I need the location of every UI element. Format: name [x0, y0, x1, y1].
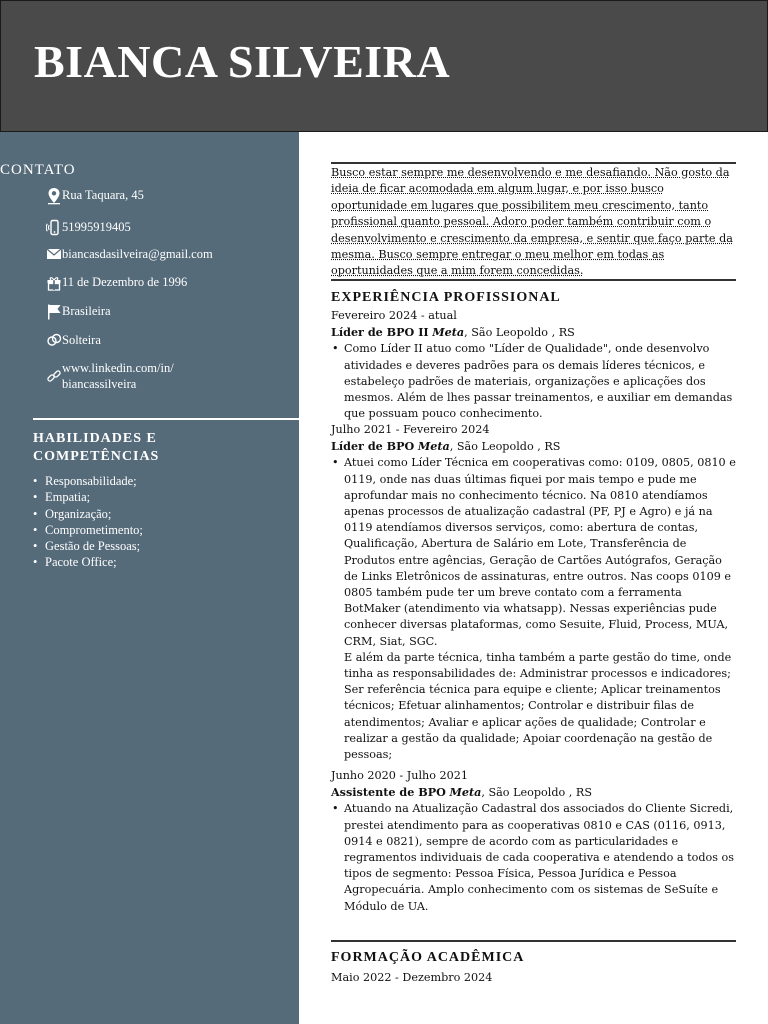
job-entry-1 [331, 308, 736, 422]
job-bullet-text: • Atuei como Líder Técnica em cooperativas como: 0109, 0805, 0810 e 0119, onde nas duas últimas fiquei por mais tempo e pude me aprofundar mais no conhecimento técnico. Na 0810 atendíamos apenas processos de atualização cadastral (PF, PJ e Agro) e já na 0119 atendíamos diversos serviços, como: abertura de contas, Qualificação, Abertura de Salário em Lote, Transferência de Produtos entre agências, Geração de Cartões Autógrafos, Geração de Links Eletrônicos de assinaturas, entre outros. Nas coops 0109 e 0805 também pude ter um breve contato com a ferramenta BotMaker (atendimento via whatsapp). Nessas experiências pude conhecer diversas plataformas, como Sesuite, Fluid, Process, MUA, CRM, Siat, SGC. [344, 456, 736, 648]
job-company: Meta [432, 325, 465, 340]
job-entry-2 [331, 422, 736, 763]
envelope-icon [46, 246, 62, 264]
job-role-line [331, 784, 736, 801]
contact-phone [46, 219, 131, 237]
linkedin-line-2[interactable]: biancassilveira [62, 377, 137, 391]
gift-icon [46, 274, 62, 292]
candidate-name: BIANCA SILVEIRA [34, 36, 451, 87]
skills-list [33, 473, 143, 571]
skill-item: • Responsabilidade; [33, 473, 143, 489]
linkedin-line-1[interactable]: www.linkedin.com/in/ [62, 361, 174, 375]
contact-email [46, 246, 213, 264]
nationality-text: Brasileira [62, 304, 111, 318]
job-role: Líder de BPO II [331, 325, 429, 340]
summary-bottom-divider [331, 279, 736, 281]
job-role-line [331, 438, 736, 455]
job-entry-3 [331, 768, 736, 915]
sidebar-divider [33, 418, 299, 420]
education-period: Maio 2022 - Dezembro 2024 [331, 971, 493, 984]
skill-item: • Comprometimento; [33, 522, 143, 538]
contact-title: CONTATO [0, 162, 76, 178]
job-company: Meta [417, 439, 450, 454]
job-role-line [331, 324, 736, 341]
job-role: Líder de BPO [331, 439, 415, 454]
skill-item: • Pacote Office; [33, 554, 143, 570]
contact-linkedin[interactable] [46, 360, 174, 392]
contact-birthdate [46, 274, 187, 292]
job-location: , São Leopoldo , RS [449, 440, 561, 454]
contact-marital-status [46, 332, 101, 350]
education-title: FORMAÇÃO ACADÊMICA [331, 950, 525, 965]
rings-icon [46, 332, 62, 350]
job-period: Fevereiro 2024 - atual [331, 309, 457, 322]
address-text: Rua Taquara, 45 [62, 188, 144, 202]
contact-address [46, 187, 144, 205]
summary-text: Busco estar sempre me desenvolvendo e me desafiando. Não gosto da ideia de ficar acomodada em algum lugar, e por isso busco oportunidade em lugares que possibilitem meu crescimento, tanto profissional quanto pessoal. Adoro poder também contribuir com o desenvolvimento e crescimento da empresa, e sentir que faço parte da mesma. Busco sempre entregar o meu melhor em todas as oportunidades que a mim forem concedidas. [331, 166, 733, 278]
sidebar [0, 132, 299, 1024]
link-chain-icon [46, 368, 62, 386]
summary-top-divider [331, 162, 736, 164]
mobile-phone-icon [46, 219, 62, 237]
job-company: Meta [449, 785, 482, 800]
header-banner [0, 0, 768, 132]
job-location: , São Leopoldo , RS [464, 326, 575, 340]
job-bullet [344, 455, 736, 763]
job-role: Assistente de BPO [331, 785, 446, 800]
job-bullet: • Como Líder II atuo como "Líder de Qualidade", onde desenvolvo atividades e deveres padrões para os demais líderes técnicos, e estabeleço padrões de materiais, organizações e aplicações dos mesmos. Além de lhes passar treinamentos, e auxiliar em demandas que possuam pouco conhecimento. [344, 341, 736, 422]
skills-title: HABILIDADES E COMPETÊNCIAS [33, 431, 160, 464]
phone-text: 51995919405 [62, 220, 131, 234]
skill-item: • Organização; [33, 506, 143, 522]
skill-item: • Empatia; [33, 489, 143, 505]
job-bullet-extra: E além da parte técnica, tinha também a parte gestão do time, onde tinha as responsabilidades de: Administrar processos e indicadores; Ser referência técnica para equipe e cliente; Aplicar treinamentos técnicos; Efetuar alinhamentos; Controlar e distribuir filas de atendimentos; Avaliar e aplicar ações de qualidade; Controlar e realizar a gestão da qualidade; Apoiar coordenação na gestão de pessoas; [344, 650, 732, 762]
job-location: , São Leopoldo , RS [481, 786, 593, 800]
experience-title: EXPERIÊNCIA PROFISSIONAL [331, 290, 561, 305]
marital-status-text: Solteira [62, 333, 101, 347]
job-period: Junho 2020 - Julho 2021 [331, 769, 468, 782]
education-divider [331, 940, 736, 942]
skill-item: • Gestão de Pessoas; [33, 538, 143, 554]
email-text: biancasdasilveira@gmail.com [62, 247, 213, 261]
job-period: Julho 2021 - Fevereiro 2024 [331, 423, 490, 436]
linkedin-text[interactable] [62, 360, 174, 392]
location-pin-icon [46, 187, 62, 205]
flag-icon [46, 303, 62, 321]
job-bullet: • Atuando na Atualização Cadastral dos associados do Cliente Sicredi, prestei atendimento para as cooperativas 0810 e CAS (0116, 0913, 0914 e 0821), sempre de acordo com as particularidades e regramentos individuais de cada cooperativa e atendendo a todos os tipos de segmento: Pessoa Física, Pessoa Jurídica e Pessoa Agropecuária. Amplo conhecimento com os sistemas de SeSuíte e Módulo de UA. [344, 801, 736, 914]
birthdate-text: 11 de Dezembro de 1996 [62, 275, 188, 289]
contact-nationality [46, 303, 111, 321]
